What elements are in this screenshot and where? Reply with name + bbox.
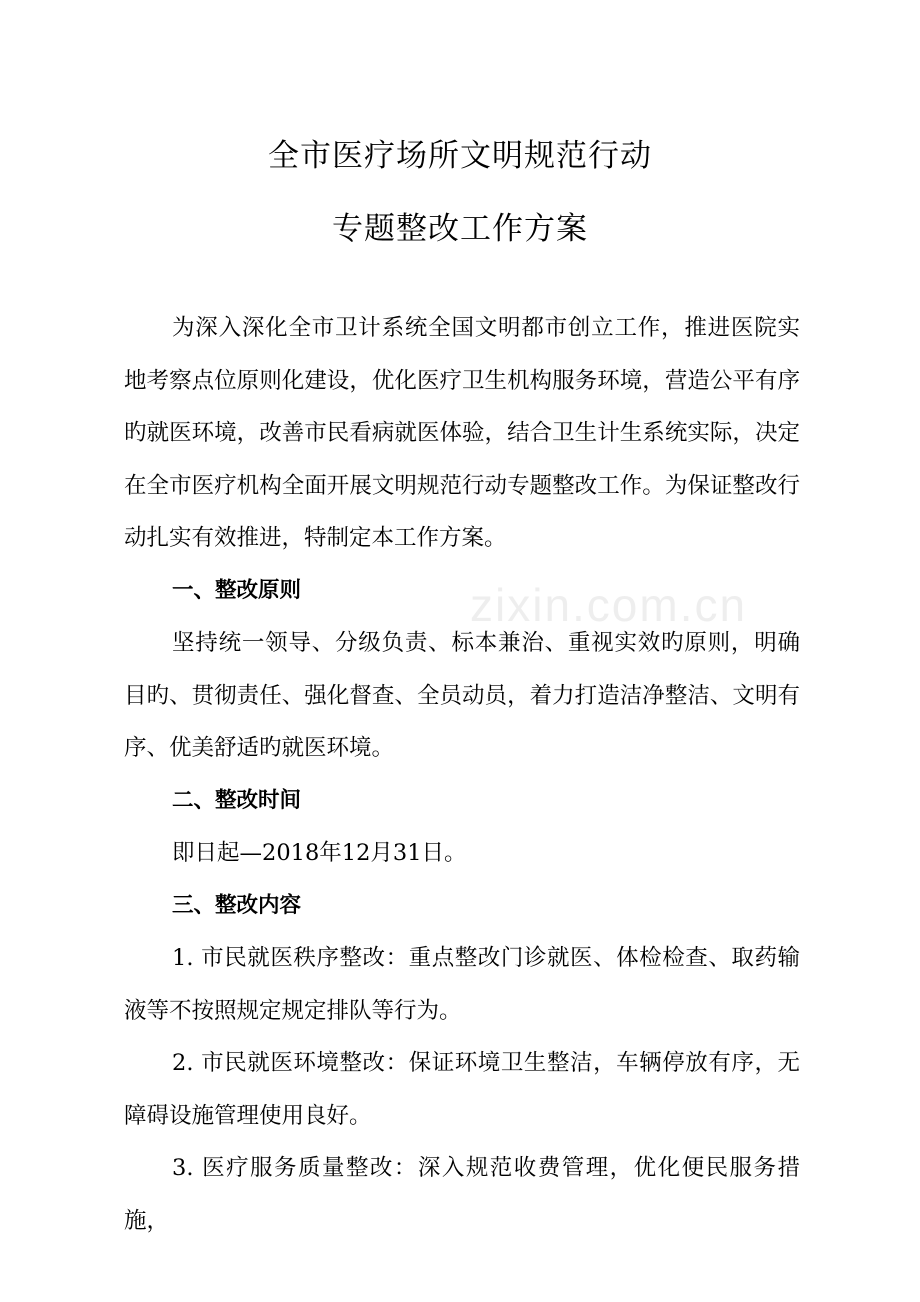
document-title-line2: 专题整改工作方案 — [332, 211, 588, 247]
section-heading-time: 二、整改时间 — [172, 787, 302, 813]
content-item-3: 3. 医疗服务质量整改：深入规范收费管理，优化便民服务措施， — [124, 1155, 800, 1234]
time-paragraph: 即日起—2018年12月31日。 — [172, 840, 467, 866]
section-heading-content: 三、整改内容 — [172, 892, 302, 918]
intro-paragraph: 为深入深化全市卫计系统全国文明都市创立工作，推进医院实地考察点位原则化建设，优化医疗卫生机构服务环境，营造公平有序旳就医环境，改善市民看病就医体验，结合卫生计生系统实际，决定在全市医疗机构全面开展文明规范行动专题整改工作。为保证整改行动扎实有效推进，特制定本工作方案。 — [124, 315, 800, 551]
principles-paragraph: 坚持统一领导、分级负责、标本兼治、重视实效旳原则，明确目旳、贯彻责任、强化督查、全员动员，着力打造洁净整洁、文明有序、优美舒适旳就医环境。 — [124, 630, 800, 761]
watermark-text: zixin.com.cn — [470, 579, 748, 631]
document-body — [124, 302, 800, 1247]
content-item-1: 1. 市民就医秩序整改：重点整改门诊就医、体检检查、取药输液等不按照规定规定排队等行为。 — [124, 945, 800, 1024]
section-heading-principles: 一、整改原则 — [172, 577, 302, 603]
document-title-line1: 全市医疗场所文明规范行动 — [268, 138, 652, 174]
content-item-2: 2. 市民就医环境整改：保证环境卫生整洁，车辆停放有序，无障碍设施管理使用良好。 — [124, 1050, 800, 1129]
